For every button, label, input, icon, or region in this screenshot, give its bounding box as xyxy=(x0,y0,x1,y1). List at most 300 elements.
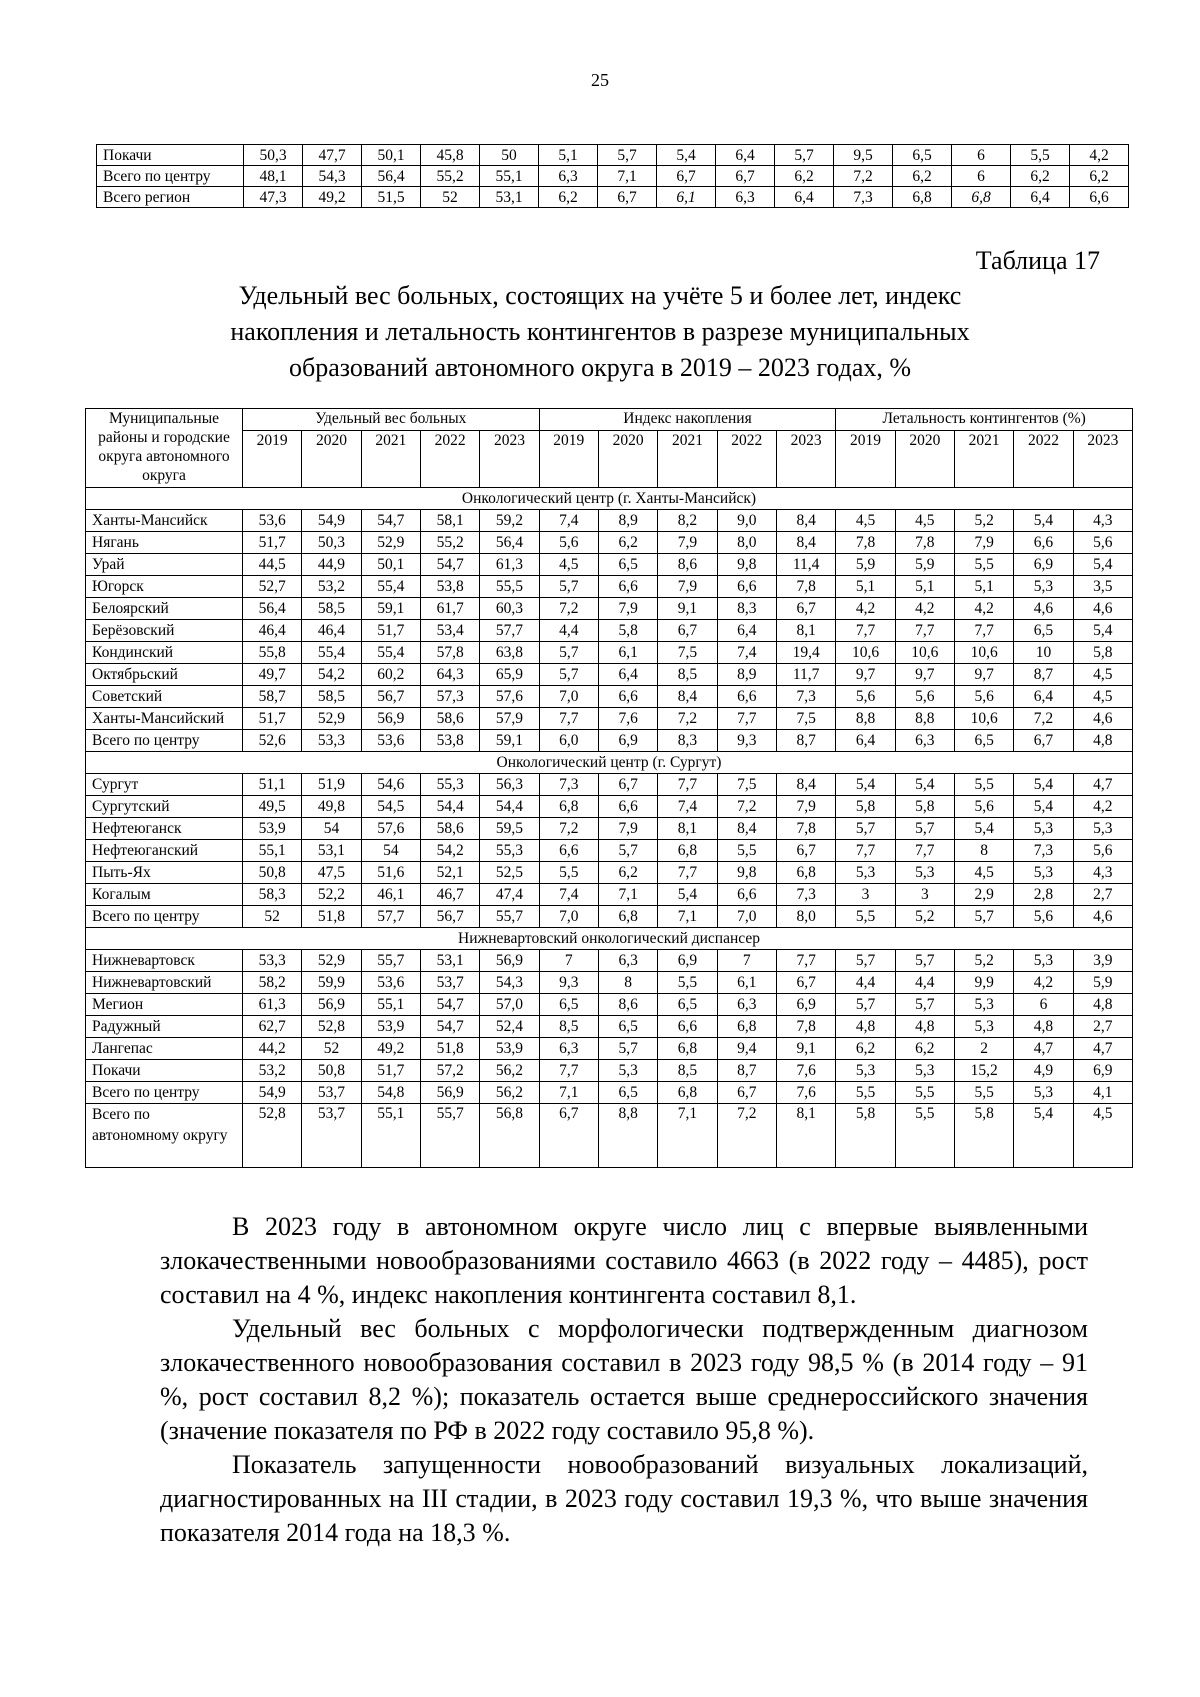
section-title: Онкологический центр (г. Ханты-Мансийск) xyxy=(86,488,1133,510)
table-cell: 6,9 xyxy=(598,730,657,752)
table-cell: 55,3 xyxy=(480,840,539,862)
table-cell: 5,3 xyxy=(1014,576,1073,598)
table-cell: 9,7 xyxy=(836,664,895,686)
table-cell: 7,3 xyxy=(1014,840,1073,862)
table-cell: 6,8 xyxy=(658,1038,717,1060)
table-row xyxy=(86,620,1133,642)
row-label: Нефтеюганск xyxy=(86,818,243,840)
table-cell: 6,6 xyxy=(598,686,657,708)
table-cell: 54 xyxy=(302,818,361,840)
table-cell: 53,7 xyxy=(420,972,479,994)
table-cell: 11,4 xyxy=(776,554,835,576)
table-cell: 7,1 xyxy=(658,906,717,928)
table-cell: 52,7 xyxy=(243,576,302,598)
table-row xyxy=(97,187,1129,208)
table-cell: 9,4 xyxy=(717,1038,776,1060)
table-cell: 53,7 xyxy=(302,1082,361,1104)
table-cell: 51,7 xyxy=(361,620,420,642)
table-cell: 4,5 xyxy=(895,510,954,532)
table-cell: 58,7 xyxy=(243,686,302,708)
table-cell: 7,6 xyxy=(776,1060,835,1082)
table-cell: 7,7 xyxy=(539,708,598,730)
table-cell: 6,3 xyxy=(895,730,954,752)
table-cell: 57,8 xyxy=(420,642,479,664)
paragraph: В 2023 году в автономном округе число лиц с впервые выявленными злокачественными новообразованиями составило 4663 (в 2022 году – 4485), рост составил на 4 %, индекс накопления контингента составил 8,1. xyxy=(160,1212,1088,1309)
table-cell: 8,4 xyxy=(658,686,717,708)
table-cell: 9,3 xyxy=(717,730,776,752)
table-cell: 2,9 xyxy=(955,884,1014,906)
table-cell: 6,7 xyxy=(776,840,835,862)
table-cell: 55,2 xyxy=(421,166,480,187)
table-cell: 58,5 xyxy=(302,686,361,708)
table-cell: 57,0 xyxy=(480,994,539,1016)
table-cell: 55,7 xyxy=(480,906,539,928)
table-cell: 7,7 xyxy=(955,620,1014,642)
table-cell: 5,1 xyxy=(955,576,1014,598)
table-cell: 5,1 xyxy=(895,576,954,598)
table-cell: 9,8 xyxy=(717,862,776,884)
table-cell: 6,7 xyxy=(776,972,835,994)
row-label: Нягань xyxy=(86,532,243,554)
table-cell: 7,1 xyxy=(598,884,657,906)
table-cell: 6,4 xyxy=(836,730,895,752)
table-cell: 6,6 xyxy=(1014,532,1073,554)
table-cell: 7,7 xyxy=(776,950,835,972)
table-cell: 5,6 xyxy=(955,686,1014,708)
table-cell: 6,7 xyxy=(717,1082,776,1104)
table-cell: 6,5 xyxy=(598,554,657,576)
table-cell: 7,3 xyxy=(776,686,835,708)
table-cell: 6,7 xyxy=(598,187,657,208)
group-header: Летальность контингентов (%) xyxy=(836,409,1133,431)
table-cell: 4,5 xyxy=(539,554,598,576)
table-cell: 6,0 xyxy=(539,730,598,752)
table-cell: 6,5 xyxy=(658,994,717,1016)
table-cell: 7,9 xyxy=(955,532,1014,554)
table-cell: 5,7 xyxy=(955,906,1014,928)
table-cell: 46,1 xyxy=(361,884,420,906)
table-cell: 6,3 xyxy=(598,950,657,972)
table-cell: 6,8 xyxy=(776,862,835,884)
table-cell: 8,4 xyxy=(776,532,835,554)
table-row xyxy=(86,994,1133,1016)
table-cell: 6,6 xyxy=(598,576,657,598)
table-cell: 10,6 xyxy=(836,642,895,664)
table-cell: 5,3 xyxy=(1073,818,1132,840)
table-cell: 6,1 xyxy=(717,972,776,994)
table-cell: 5,7 xyxy=(836,994,895,1016)
table-cell: 4,7 xyxy=(1073,774,1132,796)
table-row xyxy=(86,906,1133,928)
table-cell: 7 xyxy=(717,950,776,972)
table-cell: 8,9 xyxy=(717,664,776,686)
table-cell: 9,9 xyxy=(955,972,1014,994)
table-cell: 5,4 xyxy=(836,774,895,796)
table-cell: 7,9 xyxy=(598,818,657,840)
table-cell: 54,3 xyxy=(303,166,362,187)
table-cell: 58,2 xyxy=(243,972,302,994)
table-cell: 4,6 xyxy=(1073,708,1132,730)
table-cell: 8,8 xyxy=(836,708,895,730)
table-cell: 7,2 xyxy=(717,1104,776,1168)
row-label: Нижневартовский xyxy=(86,972,243,994)
year-header: 2022 xyxy=(420,431,479,488)
table-cell: 6,2 xyxy=(539,187,598,208)
table-cell: 5,5 xyxy=(836,906,895,928)
table-cell: 54,2 xyxy=(420,840,479,862)
table-cell: 6,6 xyxy=(539,840,598,862)
table-cell: 59,1 xyxy=(361,598,420,620)
table-cell: 6,9 xyxy=(1014,554,1073,576)
table-cell: 54,5 xyxy=(361,796,420,818)
table-cell: 5,8 xyxy=(955,1104,1014,1168)
group-header: Удельный вес больных xyxy=(243,409,540,431)
table-cell: 4,5 xyxy=(836,510,895,532)
table-cell: 55,7 xyxy=(361,950,420,972)
table-cell: 51,7 xyxy=(361,1060,420,1082)
table-cell: 6,3 xyxy=(716,187,775,208)
table-cell: 64,3 xyxy=(420,664,479,686)
table-cell: 49,8 xyxy=(302,796,361,818)
table-cell: 59,5 xyxy=(480,818,539,840)
table-cell: 47,7 xyxy=(303,145,362,166)
table-cell: 6,5 xyxy=(598,1082,657,1104)
table-cell: 5,8 xyxy=(836,796,895,818)
table-cell: 57,9 xyxy=(480,708,539,730)
table-cell: 5,7 xyxy=(598,840,657,862)
table-cell: 61,7 xyxy=(420,598,479,620)
table-cell: 56,4 xyxy=(362,166,421,187)
table-cell: 4,2 xyxy=(895,598,954,620)
table-cell: 8,8 xyxy=(895,708,954,730)
table-cell: 44,2 xyxy=(243,1038,302,1060)
table-cell: 6,2 xyxy=(598,532,657,554)
table-cell: 7,9 xyxy=(776,796,835,818)
table-cell: 51,1 xyxy=(243,774,302,796)
table-cell: 5,7 xyxy=(598,145,657,166)
table-cell: 5,4 xyxy=(1014,1104,1073,1168)
row-label: Ханты-Мансийский xyxy=(86,708,243,730)
table-cell: 6,7 xyxy=(776,598,835,620)
table-cell: 6,7 xyxy=(716,166,775,187)
table-title xyxy=(140,278,1060,386)
table-cell: 53,1 xyxy=(420,950,479,972)
table-cell: 3 xyxy=(895,884,954,906)
table-cell: 5,3 xyxy=(955,1016,1014,1038)
table-cell: 5,2 xyxy=(955,510,1014,532)
table-cell: 5,6 xyxy=(895,686,954,708)
table-cell: 51,8 xyxy=(420,1038,479,1060)
table-cell: 54,4 xyxy=(480,796,539,818)
table-cell: 8,6 xyxy=(658,554,717,576)
table-cell: 51,6 xyxy=(361,862,420,884)
table-cell: 7,1 xyxy=(658,1104,717,1168)
table-cell: 8,2 xyxy=(658,510,717,532)
table-row xyxy=(86,554,1133,576)
table-row xyxy=(86,686,1133,708)
table-row xyxy=(86,1082,1133,1104)
table-cell: 7,7 xyxy=(658,862,717,884)
table-cell: 51,7 xyxy=(243,708,302,730)
table-cell: 5,5 xyxy=(539,862,598,884)
table-cell: 54,7 xyxy=(420,1016,479,1038)
table-cell: 5,8 xyxy=(836,1104,895,1168)
table-cell: 7,8 xyxy=(836,532,895,554)
table-cell: 9,1 xyxy=(658,598,717,620)
table-cell: 8,5 xyxy=(539,1016,598,1038)
table-cell: 56,2 xyxy=(480,1060,539,1082)
table-cell: 47,3 xyxy=(244,187,303,208)
row-label: Ханты-Мансийск xyxy=(86,510,243,532)
row-label: Всего по автономному округу xyxy=(86,1104,243,1168)
row-label: Всего по центру xyxy=(86,730,243,752)
table-cell: 5,1 xyxy=(836,576,895,598)
table-cell: 7,4 xyxy=(539,510,598,532)
table-cell: 55,2 xyxy=(420,532,479,554)
table-cell: 5,7 xyxy=(895,818,954,840)
table-cell: 62,7 xyxy=(243,1016,302,1038)
table-cell: 5,8 xyxy=(598,620,657,642)
table-cell: 4,5 xyxy=(955,862,1014,884)
table-row xyxy=(86,972,1133,994)
table-cell: 58,1 xyxy=(420,510,479,532)
paragraph: Удельный вес больных с морфологически подтвержденным диагнозом злокачественного новообразования составил в 2023 году 98,5 % (в 2014 году – 91 %, рост составил 8,2 %); показатель остается выше среднероссийского значения (значение показателя по РФ в 2022 году составило 95,8 %). xyxy=(160,1314,1088,1445)
table-cell: 58,6 xyxy=(420,708,479,730)
table-title-line: образований автономного округа в 2019 – 2023 годах, % xyxy=(288,353,912,382)
table-cell: 5,4 xyxy=(955,818,1014,840)
table-cell: 5,4 xyxy=(1073,620,1132,642)
table-cell: 53,1 xyxy=(302,840,361,862)
table-cell: 53,9 xyxy=(243,818,302,840)
table-cell: 5,9 xyxy=(1073,972,1132,994)
table-cell: 49,7 xyxy=(243,664,302,686)
table-cell: 5,2 xyxy=(895,906,954,928)
table-cell: 53,7 xyxy=(302,1104,361,1168)
row-label: Октябрьский xyxy=(86,664,243,686)
table-cell: 6,6 xyxy=(1070,187,1129,208)
table-cell: 6,5 xyxy=(955,730,1014,752)
table-cell: 8,7 xyxy=(717,1060,776,1082)
row-label: Всего регион xyxy=(97,187,244,208)
row-label: Берёзовский xyxy=(86,620,243,642)
table-cell: 56,9 xyxy=(361,708,420,730)
row-label: Всего по центру xyxy=(86,1082,243,1104)
table-cell: 56,2 xyxy=(480,1082,539,1104)
table-cell: 55,1 xyxy=(361,1104,420,1168)
table-cell: 49,2 xyxy=(303,187,362,208)
table-cell: 8,5 xyxy=(658,1060,717,1082)
table-cell: 4,6 xyxy=(1073,598,1132,620)
table-cell: 8,4 xyxy=(776,510,835,532)
table-cell: 9,8 xyxy=(717,554,776,576)
table-cell: 4,8 xyxy=(1014,1016,1073,1038)
table-cell: 4,7 xyxy=(1073,1038,1132,1060)
table-cell: 4,4 xyxy=(539,620,598,642)
table-cell: 2,8 xyxy=(1014,884,1073,906)
table-cell: 6 xyxy=(1014,994,1073,1016)
table-cell: 6,8 xyxy=(658,840,717,862)
table-cell: 57,6 xyxy=(480,686,539,708)
table-cell: 9,0 xyxy=(717,510,776,532)
table-cell: 7,0 xyxy=(539,686,598,708)
table-cell: 6,8 xyxy=(598,906,657,928)
table-cell: 6,1 xyxy=(657,187,716,208)
table-cell: 5,7 xyxy=(775,145,834,166)
group-header: Индекс накопления xyxy=(539,409,836,431)
table-cell: 5,5 xyxy=(895,1104,954,1168)
row-label: Покачи xyxy=(86,1060,243,1082)
table-cell: 6,8 xyxy=(658,1082,717,1104)
table-cell: 7,7 xyxy=(895,840,954,862)
table-cell: 51,5 xyxy=(362,187,421,208)
table-cell: 52 xyxy=(302,1038,361,1060)
table-cell: 8 xyxy=(955,840,1014,862)
table-cell: 60,3 xyxy=(480,598,539,620)
table-cell: 6,7 xyxy=(1014,730,1073,752)
table-cell: 55,3 xyxy=(420,774,479,796)
row-label: Советский xyxy=(86,686,243,708)
table-cell: 7,7 xyxy=(658,774,717,796)
table-cell: 8,4 xyxy=(776,774,835,796)
table-cell: 7,7 xyxy=(836,840,895,862)
table-cell: 6,2 xyxy=(836,1038,895,1060)
table-cell: 7,1 xyxy=(598,166,657,187)
table-cell: 11,7 xyxy=(776,664,835,686)
table-cell: 5,3 xyxy=(598,1060,657,1082)
table-cell: 7,1 xyxy=(539,1082,598,1104)
table-cell: 7,5 xyxy=(776,708,835,730)
table-cell: 6,6 xyxy=(717,686,776,708)
table-cell: 48,1 xyxy=(244,166,303,187)
table-cell: 9,5 xyxy=(834,145,893,166)
table-row xyxy=(86,1038,1133,1060)
table-cell: 7,0 xyxy=(717,906,776,928)
table-cell: 6,9 xyxy=(776,994,835,1016)
table-cell: 7,2 xyxy=(1014,708,1073,730)
table-cell: 52,9 xyxy=(361,532,420,554)
table-cell: 6,9 xyxy=(1073,1060,1132,1082)
table-cell: 60,2 xyxy=(361,664,420,686)
table-cell: 5,3 xyxy=(1014,1082,1073,1104)
table-cell: 5,8 xyxy=(1073,642,1132,664)
table-cell: 5,9 xyxy=(836,554,895,576)
year-header: 2019 xyxy=(243,431,302,488)
year-header: 2019 xyxy=(836,431,895,488)
section-title: Онкологический центр (г. Сургут) xyxy=(86,752,1133,774)
table-cell: 54,6 xyxy=(361,774,420,796)
table-cell: 5,3 xyxy=(1014,862,1073,884)
table-cell: 5,7 xyxy=(895,994,954,1016)
table-cell: 52,6 xyxy=(243,730,302,752)
paragraph: Показатель запущенности новообразований визуальных локализаций, диагностированных на III стадии, в 2023 году составил 19,3 %, что выше значения показателя 2014 года на 18,3 %. xyxy=(160,1450,1088,1547)
table-cell: 5,4 xyxy=(1014,510,1073,532)
table-cell: 5,7 xyxy=(539,642,598,664)
table-cell: 56,7 xyxy=(420,906,479,928)
table-cell: 49,5 xyxy=(243,796,302,818)
table-cell: 57,2 xyxy=(420,1060,479,1082)
table-cell: 5,7 xyxy=(836,818,895,840)
table-cell: 6,8 xyxy=(539,796,598,818)
table-row xyxy=(86,884,1133,906)
table-cell: 6,7 xyxy=(598,774,657,796)
table-cell: 4,2 xyxy=(1073,796,1132,818)
table-cell: 50 xyxy=(480,145,539,166)
table-cell: 45,8 xyxy=(421,145,480,166)
table-cell: 53,9 xyxy=(361,1016,420,1038)
table-cell: 5,6 xyxy=(1073,840,1132,862)
table-cell: 53,4 xyxy=(420,620,479,642)
table-row xyxy=(86,708,1133,730)
table-cell: 7,8 xyxy=(776,1016,835,1038)
table-cell: 6,5 xyxy=(1014,620,1073,642)
table-cell: 54,7 xyxy=(420,994,479,1016)
table-cell: 8,9 xyxy=(598,510,657,532)
table-cell: 6,3 xyxy=(539,1038,598,1060)
table-cell: 6,7 xyxy=(539,1104,598,1168)
table-row xyxy=(97,145,1129,166)
header-row-groups xyxy=(86,409,1133,431)
table-cell: 4,8 xyxy=(1073,730,1132,752)
table-cell: 7 xyxy=(539,950,598,972)
table-cell: 58,3 xyxy=(243,884,302,906)
table-cell: 4,2 xyxy=(1014,972,1073,994)
table-cell: 53,3 xyxy=(243,950,302,972)
table-cell: 4,4 xyxy=(836,972,895,994)
table-cell: 9,3 xyxy=(539,972,598,994)
table-cell: 5,2 xyxy=(955,950,1014,972)
table-cell: 5,3 xyxy=(895,862,954,884)
section-row xyxy=(86,928,1133,950)
table-cell: 6,3 xyxy=(717,994,776,1016)
table-cell: 50,3 xyxy=(244,145,303,166)
year-header: 2023 xyxy=(776,431,835,488)
table-row xyxy=(86,598,1133,620)
table-cell: 6,4 xyxy=(1014,686,1073,708)
table-cell: 8,0 xyxy=(776,906,835,928)
table-cell: 49,2 xyxy=(361,1038,420,1060)
table-cell: 3,5 xyxy=(1073,576,1132,598)
table-cell: 55,5 xyxy=(480,576,539,598)
table-title-line: Удельный вес больных, состоящих на учёте 5 и более лет, индекс xyxy=(238,281,962,310)
table-cell: 4,2 xyxy=(836,598,895,620)
table-cell: 54,7 xyxy=(420,554,479,576)
table-cell: 2,7 xyxy=(1073,1016,1132,1038)
row-label: Урай xyxy=(86,554,243,576)
table-cell: 6,7 xyxy=(657,166,716,187)
table-cell: 10,6 xyxy=(895,642,954,664)
table-cell: 7,3 xyxy=(539,774,598,796)
table-cell: 6 xyxy=(952,145,1011,166)
table-cell: 52,4 xyxy=(480,1016,539,1038)
page-number: 25 xyxy=(591,70,609,90)
table-cell: 56,7 xyxy=(361,686,420,708)
row-label: Покачи xyxy=(97,145,244,166)
table-row xyxy=(86,730,1133,752)
table-cell: 52,2 xyxy=(302,884,361,906)
table-cell: 7,7 xyxy=(539,1060,598,1082)
table-cell: 9,7 xyxy=(955,664,1014,686)
table-cell: 55,4 xyxy=(302,642,361,664)
table-row xyxy=(97,166,1129,187)
table-cell: 6,2 xyxy=(895,1038,954,1060)
table-cell: 59,1 xyxy=(480,730,539,752)
table-cell: 44,5 xyxy=(243,554,302,576)
table-cell: 7,8 xyxy=(895,532,954,554)
table-cell: 7,0 xyxy=(539,906,598,928)
table-cell: 19,4 xyxy=(776,642,835,664)
table-cell: 55,1 xyxy=(480,166,539,187)
table-cell: 54,9 xyxy=(302,510,361,532)
